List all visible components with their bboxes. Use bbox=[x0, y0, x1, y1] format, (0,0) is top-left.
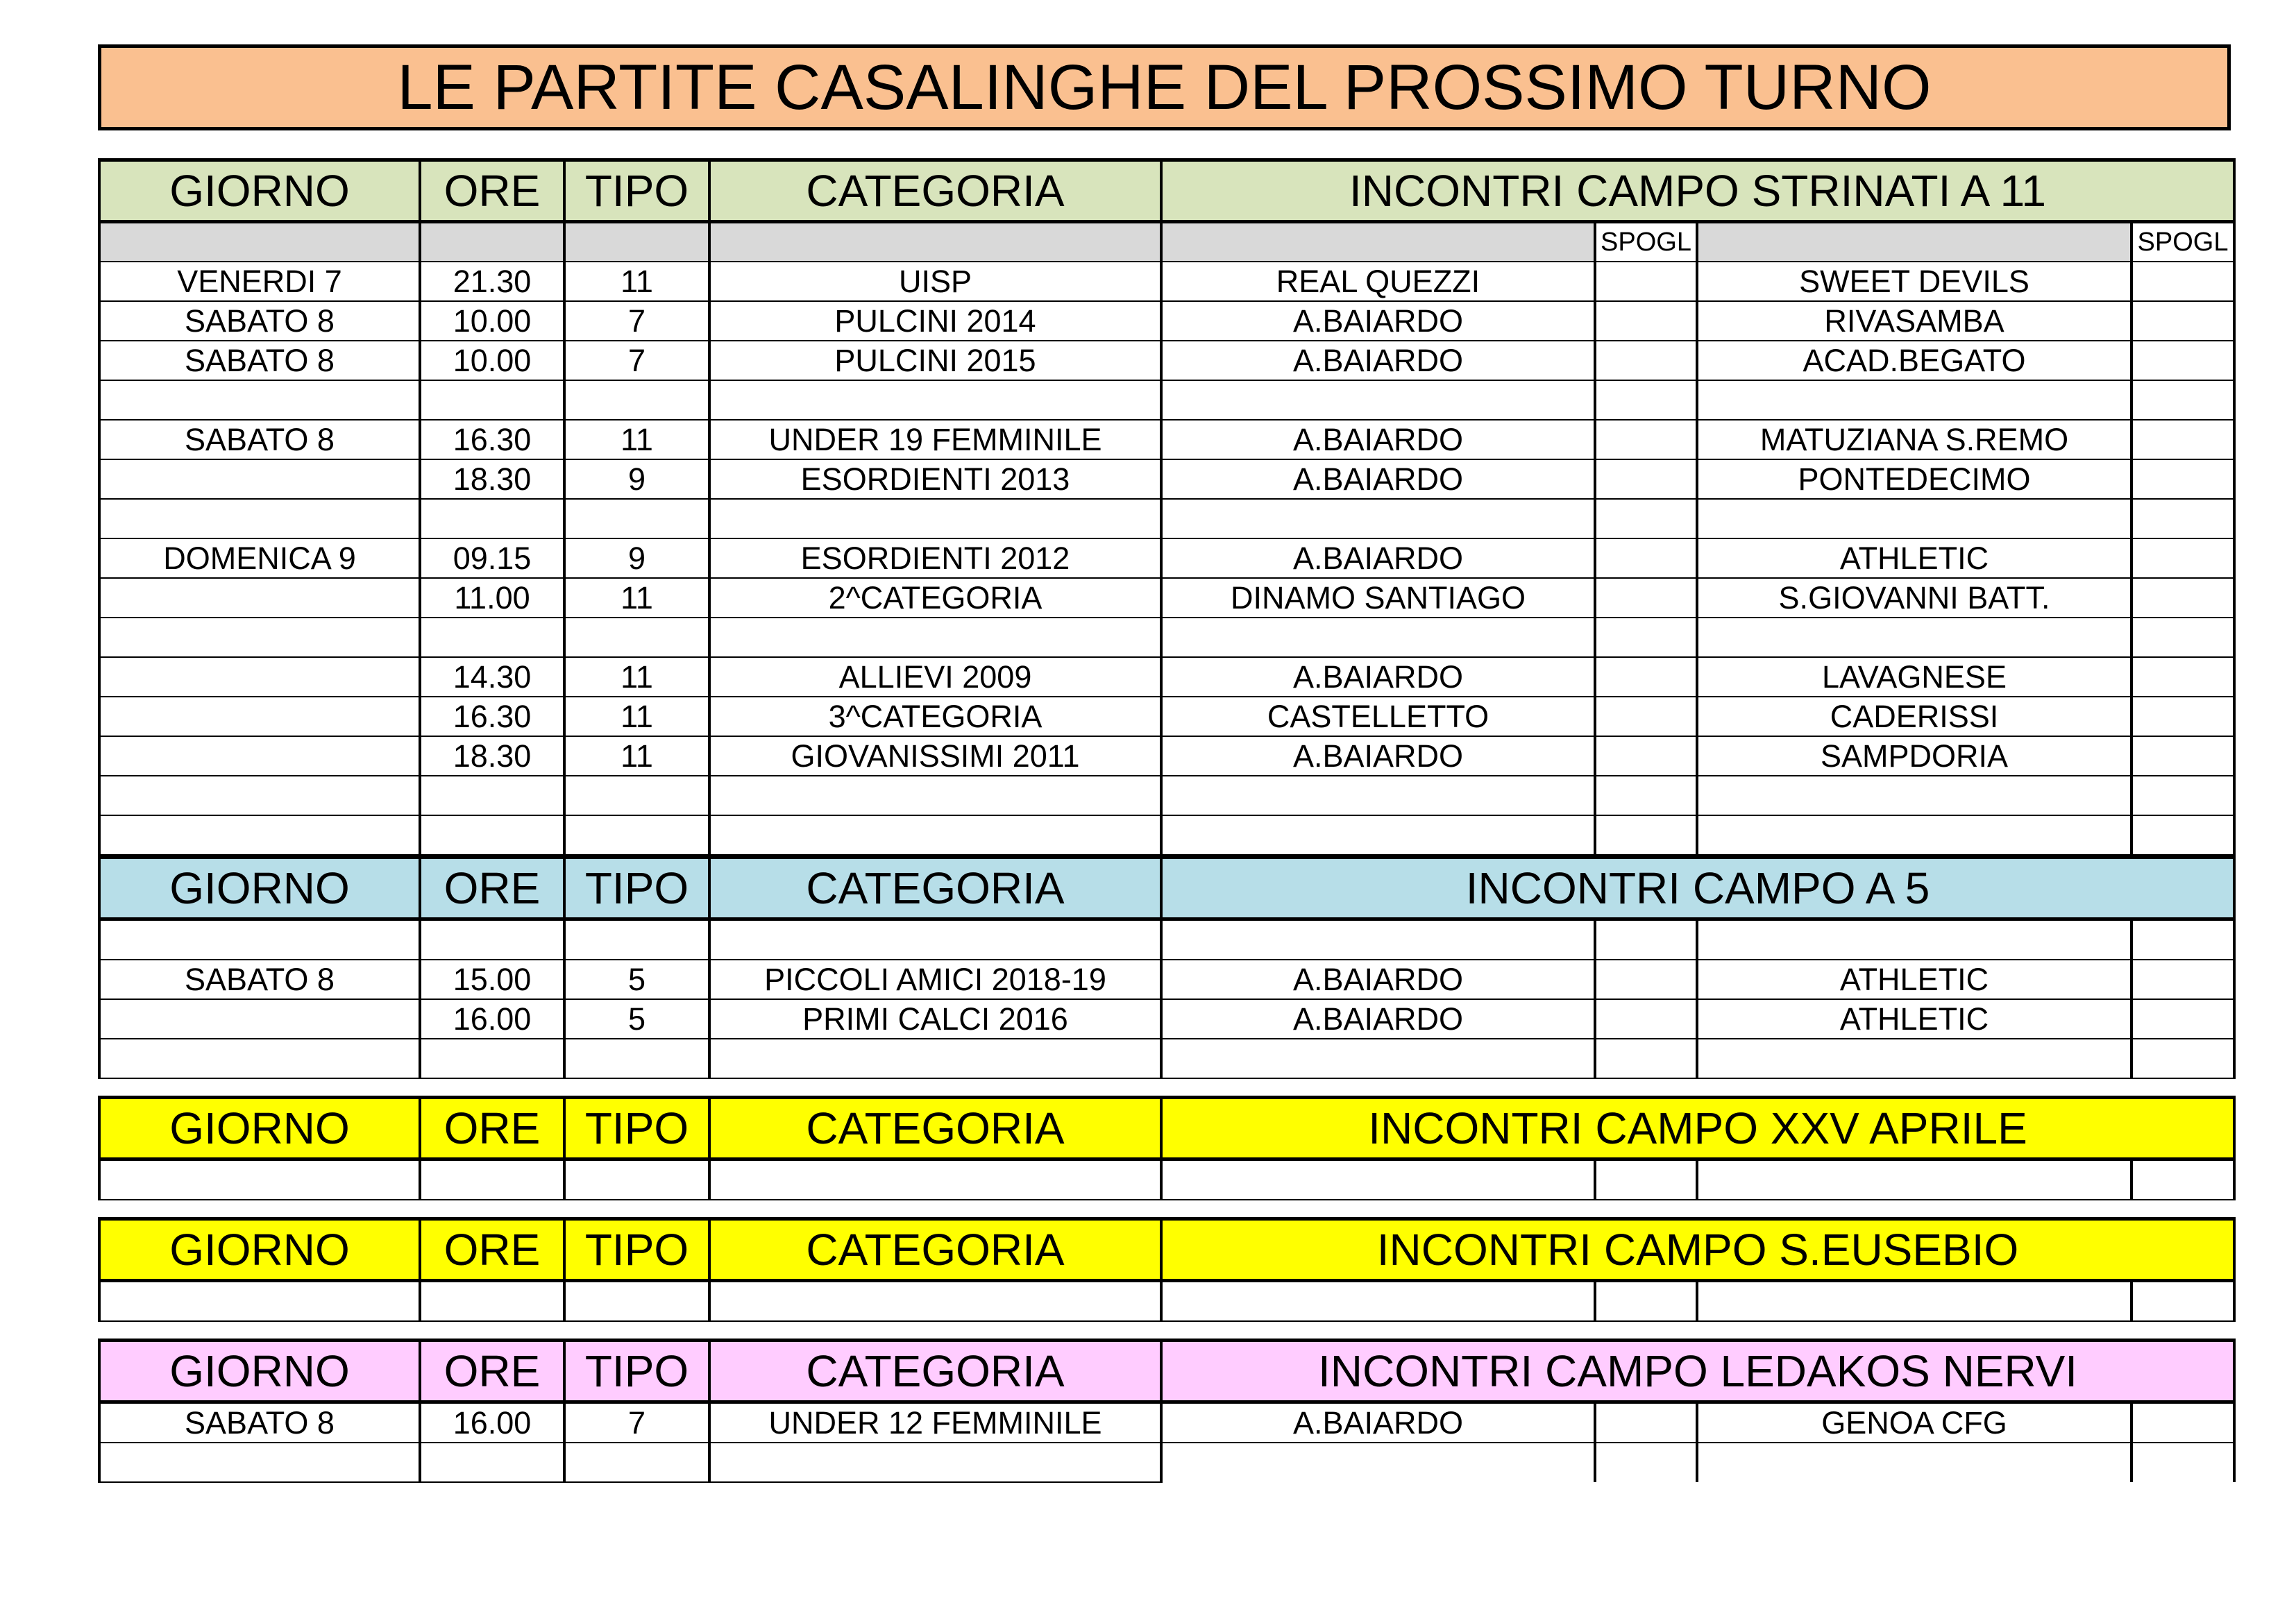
giorno-cell bbox=[99, 459, 420, 499]
subheader-cell bbox=[420, 222, 564, 262]
spogl-away-cell bbox=[2132, 420, 2234, 459]
giorno-cell: SABATO 8 bbox=[99, 301, 420, 341]
home-team-cell: A.BAIARDO bbox=[1161, 420, 1595, 459]
ore-cell: 11.00 bbox=[420, 578, 564, 618]
away-team-cell bbox=[1697, 919, 2132, 960]
spogl-home-cell bbox=[1595, 999, 1697, 1039]
home-team-cell bbox=[1161, 380, 1595, 420]
spogl-home-cell bbox=[1595, 499, 1697, 538]
ore-cell bbox=[420, 1159, 564, 1200]
spogl-home-cell bbox=[1595, 420, 1697, 459]
home-team-cell bbox=[1161, 1039, 1595, 1078]
tipo-cell bbox=[564, 1039, 709, 1078]
spogl-home-cell bbox=[1595, 736, 1697, 776]
spogl-home-cell bbox=[1595, 657, 1697, 697]
header-tipo: TIPO bbox=[564, 160, 709, 222]
spogl-home-cell bbox=[1595, 697, 1697, 736]
ore-cell bbox=[420, 919, 564, 960]
categoria-cell: UISP bbox=[709, 262, 1161, 301]
section-title: INCONTRI CAMPO STRINATI A 11 bbox=[1161, 160, 2234, 222]
home-team-cell: A.BAIARDO bbox=[1161, 960, 1595, 999]
spogl-away-cell bbox=[2132, 499, 2234, 538]
home-team-cell bbox=[1161, 815, 1595, 855]
table-row bbox=[99, 1443, 2234, 1482]
spogl-away-cell bbox=[2132, 1402, 2234, 1443]
header-tipo: TIPO bbox=[564, 858, 709, 919]
ore-cell: 09.15 bbox=[420, 538, 564, 578]
ore-cell: 16.00 bbox=[420, 1402, 564, 1443]
giorno-cell: SABATO 8 bbox=[99, 420, 420, 459]
ore-cell: 18.30 bbox=[420, 736, 564, 776]
categoria-cell bbox=[709, 919, 1161, 960]
categoria-cell bbox=[709, 1443, 1161, 1482]
table-row bbox=[99, 578, 2234, 618]
section-title: INCONTRI CAMPO A 5 bbox=[1161, 858, 2234, 919]
tipo-cell bbox=[564, 1443, 709, 1482]
tipo-cell: 11 bbox=[564, 697, 709, 736]
giorno-cell: SABATO 8 bbox=[99, 1402, 420, 1443]
categoria-cell bbox=[709, 618, 1161, 657]
table-row bbox=[99, 919, 2234, 960]
home-team-cell: A.BAIARDO bbox=[1161, 736, 1595, 776]
categoria-cell: ALLIEVI 2009 bbox=[709, 657, 1161, 697]
away-team-cell: SAMPDORIA bbox=[1697, 736, 2132, 776]
giorno-cell bbox=[99, 815, 420, 855]
away-team-cell bbox=[1697, 1159, 2132, 1200]
ore-cell bbox=[420, 1039, 564, 1078]
section-header-eusebio bbox=[99, 1219, 2234, 1281]
away-team-cell: RIVASAMBA bbox=[1697, 301, 2132, 341]
spogl-label: SPOGL bbox=[1595, 222, 1697, 262]
header-ore: ORE bbox=[420, 858, 564, 919]
giorno-cell bbox=[99, 657, 420, 697]
ore-cell bbox=[420, 776, 564, 815]
spogl-away-cell bbox=[2132, 262, 2234, 301]
tipo-cell bbox=[564, 919, 709, 960]
away-team-cell: GENOA CFG bbox=[1697, 1402, 2132, 1443]
spogl-away-cell bbox=[2132, 1159, 2234, 1200]
spogl-home-cell bbox=[1595, 919, 1697, 960]
tipo-cell: 11 bbox=[564, 578, 709, 618]
away-team-cell: ATHLETIC bbox=[1697, 538, 2132, 578]
giorno-cell bbox=[99, 999, 420, 1039]
spogl-home-cell bbox=[1595, 538, 1697, 578]
table-row bbox=[99, 459, 2234, 499]
spogl-home-cell bbox=[1595, 341, 1697, 380]
section-spacer bbox=[99, 1200, 2234, 1219]
categoria-cell: PICCOLI AMICI 2018-19 bbox=[709, 960, 1161, 999]
categoria-cell: 2^CATEGORIA bbox=[709, 578, 1161, 618]
away-team-cell: S.GIOVANNI BATT. bbox=[1697, 578, 2132, 618]
ore-cell: 21.30 bbox=[420, 262, 564, 301]
subheader-cell bbox=[1697, 222, 2132, 262]
table-row bbox=[99, 380, 2234, 420]
spogl-home-cell bbox=[1595, 578, 1697, 618]
ore-cell bbox=[420, 618, 564, 657]
home-team-cell: A.BAIARDO bbox=[1161, 657, 1595, 697]
table-row bbox=[99, 262, 2234, 301]
tipo-cell: 11 bbox=[564, 420, 709, 459]
header-tipo: TIPO bbox=[564, 1341, 709, 1402]
spogl-home-cell bbox=[1595, 618, 1697, 657]
ore-cell: 16.30 bbox=[420, 420, 564, 459]
categoria-cell: UNDER 19 FEMMINILE bbox=[709, 420, 1161, 459]
spogl-label: SPOGL bbox=[2132, 222, 2234, 262]
categoria-cell: PRIMI CALCI 2016 bbox=[709, 999, 1161, 1039]
ore-cell: 15.00 bbox=[420, 960, 564, 999]
giorno-cell bbox=[99, 1281, 420, 1322]
categoria-cell: GIOVANISSIMI 2011 bbox=[709, 736, 1161, 776]
home-team-cell: A.BAIARDO bbox=[1161, 459, 1595, 499]
header-giorno: GIORNO bbox=[99, 858, 420, 919]
tipo-cell bbox=[564, 1159, 709, 1200]
section-spacer bbox=[99, 1078, 2234, 1098]
tipo-cell: 7 bbox=[564, 1402, 709, 1443]
giorno-cell bbox=[99, 697, 420, 736]
table-row bbox=[99, 1159, 2234, 1200]
spogl-away-cell bbox=[2132, 999, 2234, 1039]
spogl-away-cell bbox=[2132, 697, 2234, 736]
spogl-away-cell bbox=[2132, 341, 2234, 380]
header-ore: ORE bbox=[420, 1341, 564, 1402]
away-team-cell: MATUZIANA S.REMO bbox=[1697, 420, 2132, 459]
spogl-away-cell bbox=[2132, 1281, 2234, 1322]
tipo-cell: 5 bbox=[564, 960, 709, 999]
ore-cell bbox=[420, 1443, 564, 1482]
ore-cell: 10.00 bbox=[420, 341, 564, 380]
home-team-cell bbox=[1161, 1443, 1595, 1482]
categoria-cell bbox=[709, 776, 1161, 815]
header-categoria: CATEGORIA bbox=[709, 1341, 1161, 1402]
table-row bbox=[99, 999, 2234, 1039]
tipo-cell: 9 bbox=[564, 459, 709, 499]
away-team-cell bbox=[1697, 380, 2132, 420]
home-team-cell bbox=[1161, 919, 1595, 960]
home-team-cell bbox=[1161, 1281, 1595, 1322]
subheader-row bbox=[99, 222, 2234, 262]
spacer-cell bbox=[99, 1078, 2234, 1098]
ore-cell: 14.30 bbox=[420, 657, 564, 697]
categoria-cell: ESORDIENTI 2013 bbox=[709, 459, 1161, 499]
ore-cell: 16.00 bbox=[420, 999, 564, 1039]
away-team-cell bbox=[1697, 776, 2132, 815]
table-row bbox=[99, 657, 2234, 697]
tipo-cell bbox=[564, 499, 709, 538]
section-header-nervi bbox=[99, 1341, 2234, 1402]
tipo-cell: 5 bbox=[564, 999, 709, 1039]
header-ore: ORE bbox=[420, 1098, 564, 1159]
table-row bbox=[99, 341, 2234, 380]
giorno-cell bbox=[99, 736, 420, 776]
away-team-cell: LAVAGNESE bbox=[1697, 657, 2132, 697]
spogl-home-cell bbox=[1595, 815, 1697, 855]
schedule-table bbox=[98, 158, 2236, 1483]
home-team-cell: REAL QUEZZI bbox=[1161, 262, 1595, 301]
giorno-cell: DOMENICA 9 bbox=[99, 538, 420, 578]
giorno-cell bbox=[99, 380, 420, 420]
tipo-cell bbox=[564, 380, 709, 420]
tipo-cell: 7 bbox=[564, 301, 709, 341]
spacer-cell bbox=[99, 1321, 2234, 1341]
categoria-cell bbox=[709, 380, 1161, 420]
header-ore: ORE bbox=[420, 1219, 564, 1281]
ore-cell bbox=[420, 380, 564, 420]
home-team-cell bbox=[1161, 618, 1595, 657]
tipo-cell: 11 bbox=[564, 657, 709, 697]
spogl-home-cell bbox=[1595, 1443, 1697, 1482]
ore-cell bbox=[420, 1281, 564, 1322]
away-team-cell: CADERISSI bbox=[1697, 697, 2132, 736]
giorno-cell bbox=[99, 618, 420, 657]
spacer-cell bbox=[99, 1200, 2234, 1219]
home-team-cell bbox=[1161, 1159, 1595, 1200]
home-team-cell bbox=[1161, 499, 1595, 538]
home-team-cell bbox=[1161, 776, 1595, 815]
tipo-cell: 11 bbox=[564, 262, 709, 301]
categoria-cell: 3^CATEGORIA bbox=[709, 697, 1161, 736]
page-title: LE PARTITE CASALINGHE DEL PROSSIMO TURNO bbox=[98, 44, 2231, 130]
section-title: INCONTRI CAMPO S.EUSEBIO bbox=[1161, 1219, 2234, 1281]
away-team-cell bbox=[1697, 815, 2132, 855]
header-categoria: CATEGORIA bbox=[709, 1098, 1161, 1159]
header-categoria: CATEGORIA bbox=[709, 858, 1161, 919]
table-row bbox=[99, 736, 2234, 776]
table-row bbox=[99, 960, 2234, 999]
section-header-xxv bbox=[99, 1098, 2234, 1159]
home-team-cell: A.BAIARDO bbox=[1161, 999, 1595, 1039]
categoria-cell bbox=[709, 1159, 1161, 1200]
categoria-cell: PULCINI 2015 bbox=[709, 341, 1161, 380]
spogl-away-cell bbox=[2132, 618, 2234, 657]
table-row bbox=[99, 697, 2234, 736]
away-team-cell: SWEET DEVILS bbox=[1697, 262, 2132, 301]
tipo-cell: 11 bbox=[564, 736, 709, 776]
spogl-home-cell bbox=[1595, 1402, 1697, 1443]
spogl-away-cell bbox=[2132, 380, 2234, 420]
ore-cell bbox=[420, 815, 564, 855]
giorno-cell: SABATO 8 bbox=[99, 960, 420, 999]
home-team-cell: A.BAIARDO bbox=[1161, 301, 1595, 341]
giorno-cell bbox=[99, 1039, 420, 1078]
giorno-cell bbox=[99, 776, 420, 815]
spogl-home-cell bbox=[1595, 301, 1697, 341]
subheader-cell bbox=[709, 222, 1161, 262]
table-row bbox=[99, 301, 2234, 341]
ore-cell bbox=[420, 499, 564, 538]
header-tipo: TIPO bbox=[564, 1219, 709, 1281]
tipo-cell bbox=[564, 776, 709, 815]
subheader-cell bbox=[99, 222, 420, 262]
away-team-cell: PONTEDECIMO bbox=[1697, 459, 2132, 499]
header-giorno: GIORNO bbox=[99, 1219, 420, 1281]
spogl-away-cell bbox=[2132, 657, 2234, 697]
giorno-cell bbox=[99, 919, 420, 960]
table-row bbox=[99, 776, 2234, 815]
categoria-cell: UNDER 12 FEMMINILE bbox=[709, 1402, 1161, 1443]
header-giorno: GIORNO bbox=[99, 1341, 420, 1402]
spogl-away-cell bbox=[2132, 736, 2234, 776]
table-row bbox=[99, 499, 2234, 538]
table-row bbox=[99, 1039, 2234, 1078]
categoria-cell bbox=[709, 1281, 1161, 1322]
subheader-cell bbox=[1161, 222, 1595, 262]
spogl-home-cell bbox=[1595, 776, 1697, 815]
section-header-a5 bbox=[99, 858, 2234, 919]
giorno-cell: SABATO 8 bbox=[99, 341, 420, 380]
ore-cell: 16.30 bbox=[420, 697, 564, 736]
spogl-away-cell bbox=[2132, 301, 2234, 341]
giorno-cell bbox=[99, 499, 420, 538]
away-team-cell bbox=[1697, 1039, 2132, 1078]
section-header-strinati bbox=[99, 160, 2234, 222]
spogl-away-cell bbox=[2132, 459, 2234, 499]
categoria-cell: ESORDIENTI 2012 bbox=[709, 538, 1161, 578]
giorno-cell bbox=[99, 1159, 420, 1200]
spogl-home-cell bbox=[1595, 1039, 1697, 1078]
giorno-cell bbox=[99, 1443, 420, 1482]
categoria-cell bbox=[709, 815, 1161, 855]
subheader-cell bbox=[564, 222, 709, 262]
section-spacer bbox=[99, 1321, 2234, 1341]
ore-cell: 18.30 bbox=[420, 459, 564, 499]
header-tipo: TIPO bbox=[564, 1098, 709, 1159]
spogl-away-cell bbox=[2132, 776, 2234, 815]
tipo-cell bbox=[564, 618, 709, 657]
section-title: INCONTRI CAMPO LEDAKOS NERVI bbox=[1161, 1341, 2234, 1402]
spogl-away-cell bbox=[2132, 578, 2234, 618]
header-giorno: GIORNO bbox=[99, 1098, 420, 1159]
table-row bbox=[99, 538, 2234, 578]
table-row bbox=[99, 1281, 2234, 1322]
away-team-cell bbox=[1697, 1443, 2132, 1482]
table-row bbox=[99, 815, 2234, 855]
spogl-home-cell bbox=[1595, 380, 1697, 420]
tipo-cell bbox=[564, 815, 709, 855]
home-team-cell: CASTELLETTO bbox=[1161, 697, 1595, 736]
spogl-away-cell bbox=[2132, 960, 2234, 999]
spogl-home-cell bbox=[1595, 1159, 1697, 1200]
table-row bbox=[99, 618, 2234, 657]
away-team-cell: ATHLETIC bbox=[1697, 999, 2132, 1039]
spogl-away-cell bbox=[2132, 538, 2234, 578]
spogl-home-cell bbox=[1595, 1281, 1697, 1322]
spogl-home-cell bbox=[1595, 262, 1697, 301]
categoria-cell bbox=[709, 499, 1161, 538]
header-ore: ORE bbox=[420, 160, 564, 222]
home-team-cell: A.BAIARDO bbox=[1161, 341, 1595, 380]
away-team-cell bbox=[1697, 1281, 2132, 1322]
spogl-home-cell bbox=[1595, 960, 1697, 999]
ore-cell: 10.00 bbox=[420, 301, 564, 341]
home-team-cell: DINAMO SANTIAGO bbox=[1161, 578, 1595, 618]
header-categoria: CATEGORIA bbox=[709, 1219, 1161, 1281]
giorno-cell: VENERDI 7 bbox=[99, 262, 420, 301]
categoria-cell bbox=[709, 1039, 1161, 1078]
away-team-cell: ACAD.BEGATO bbox=[1697, 341, 2132, 380]
tipo-cell: 7 bbox=[564, 341, 709, 380]
home-team-cell: A.BAIARDO bbox=[1161, 1402, 1595, 1443]
categoria-cell: PULCINI 2014 bbox=[709, 301, 1161, 341]
spogl-away-cell bbox=[2132, 815, 2234, 855]
tipo-cell bbox=[564, 1281, 709, 1322]
away-team-cell bbox=[1697, 499, 2132, 538]
header-giorno: GIORNO bbox=[99, 160, 420, 222]
away-team-cell bbox=[1697, 618, 2132, 657]
giorno-cell bbox=[99, 578, 420, 618]
section-title: INCONTRI CAMPO XXV APRILE bbox=[1161, 1098, 2234, 1159]
header-categoria: CATEGORIA bbox=[709, 160, 1161, 222]
home-team-cell: A.BAIARDO bbox=[1161, 538, 1595, 578]
spogl-away-cell bbox=[2132, 1443, 2234, 1482]
tipo-cell: 9 bbox=[564, 538, 709, 578]
table-row bbox=[99, 1402, 2234, 1443]
spogl-away-cell bbox=[2132, 1039, 2234, 1078]
away-team-cell: ATHLETIC bbox=[1697, 960, 2132, 999]
spogl-away-cell bbox=[2132, 919, 2234, 960]
spogl-home-cell bbox=[1595, 459, 1697, 499]
table-row bbox=[99, 420, 2234, 459]
